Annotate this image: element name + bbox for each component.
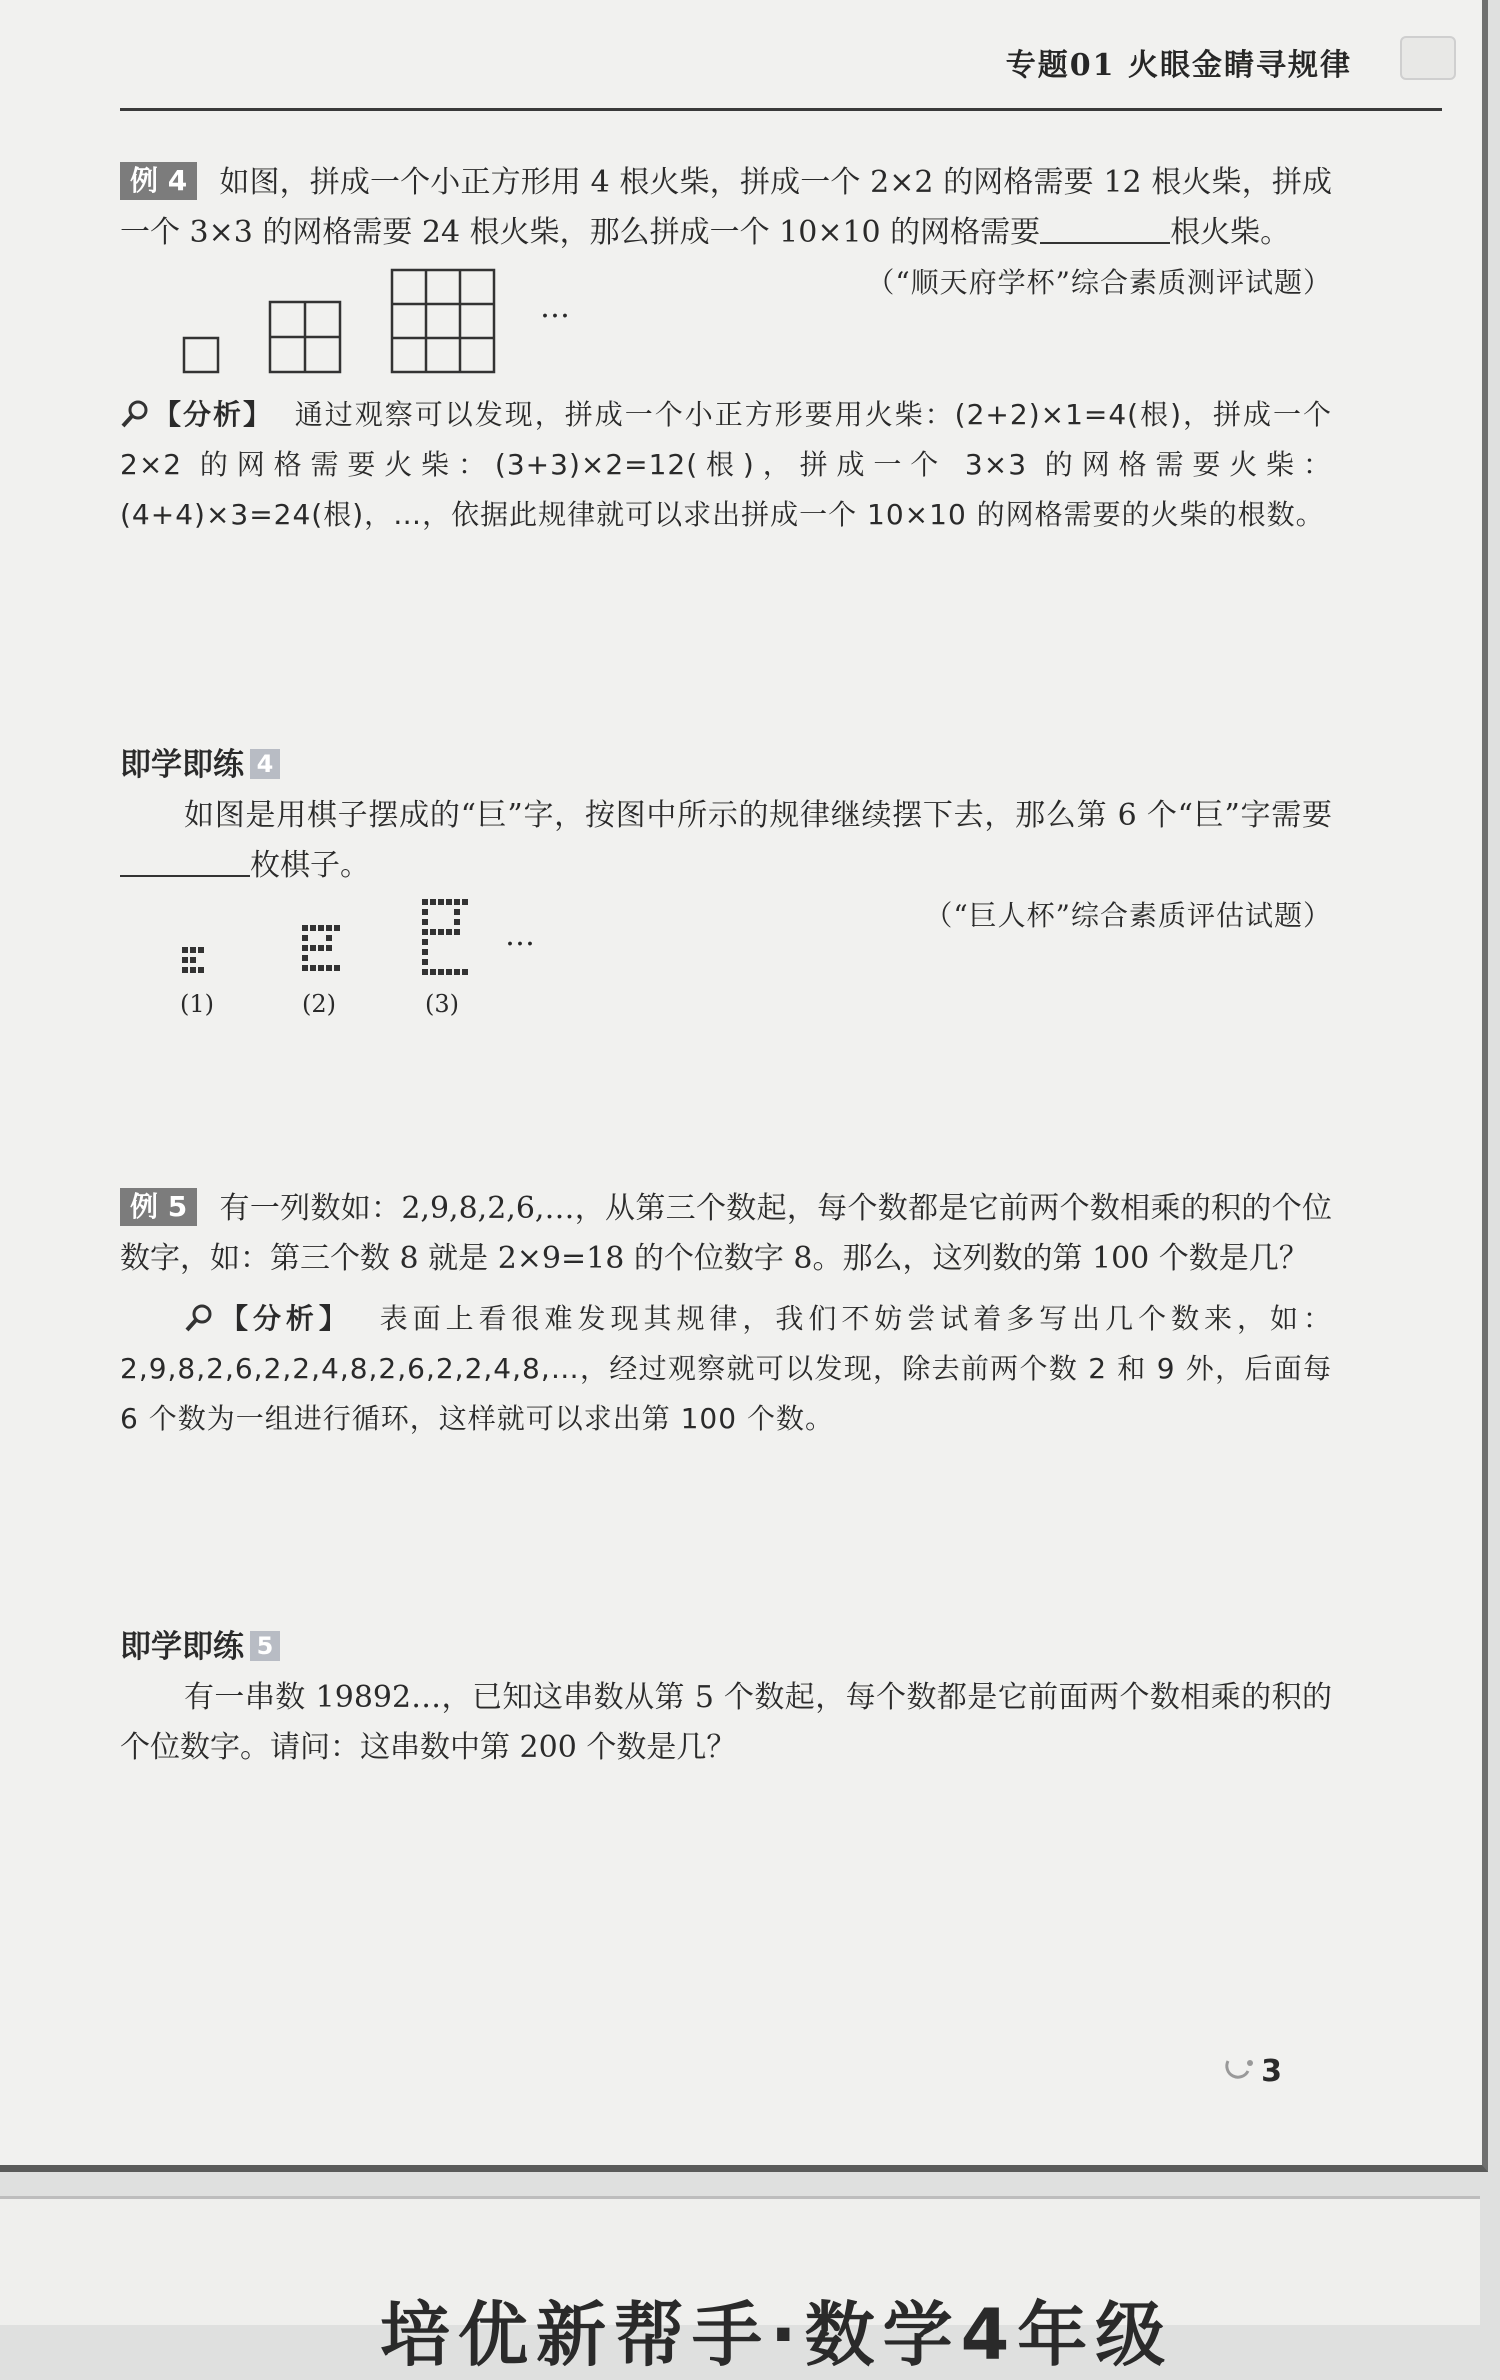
header-decoration <box>1400 36 1456 80</box>
grid-3x3 <box>392 270 494 372</box>
analysis-label: 【分析】 <box>152 398 273 431</box>
analysis-text: 通过观察可以发现，拼成一个小正方形要用火柴：(2+2)×1=4(根)，拼成一个 2×2 的网格需要火柴：(3+3)×2=12(根)，拼成一个 3×3 的网格需要火柴：(4+4)×3=24(根)，…，依据此规律就可以求出拼成一个 10×10 的网格需要的火柴的根数。 <box>120 398 1342 531</box>
matchstick-figure <box>180 262 580 382</box>
magnifier-icon <box>184 1303 214 1333</box>
figure-ellipsis: … <box>540 290 570 325</box>
chapter-header: 专题01 火眼金睛寻规律 <box>1005 48 1352 83</box>
figure-ellipsis: … <box>505 918 535 953</box>
practice-title: 即学即练 <box>120 1629 244 1665</box>
next-page-preview <box>0 2196 1480 2376</box>
practice-5 <box>120 1622 1332 1773</box>
magnifier-icon <box>120 399 150 429</box>
header-rule <box>120 108 1442 111</box>
figure-label-2: (2) <box>302 990 336 1018</box>
ju-figure-1 <box>182 947 204 973</box>
analysis-label: 【分析】 <box>216 1302 352 1335</box>
example-5-question <box>120 1184 1332 1284</box>
example-4-analysis <box>120 390 1342 540</box>
example-4-source: （“顺天府学杯”综合素质测评试题） <box>866 266 1332 299</box>
ju-figure-2 <box>302 925 340 971</box>
example-4-text: 如图，拼成一个小正方形用 4 根火柴，拼成一个 2×2 的网格需要 12 根火柴，拼成一个 3×3 的网格需要 24 根火柴，那么拼成一个 10×10 的网格需要 <box>120 165 1332 250</box>
practice-title: 即学即练 <box>120 747 244 783</box>
example-5-analysis <box>120 1294 1342 1444</box>
figure-label-3: (3) <box>425 990 459 1018</box>
grid-1x1 <box>184 338 218 372</box>
practice-number: 5 <box>250 1631 280 1661</box>
practice-4-source: （“巨人杯”综合素质评估试题） <box>924 899 1332 932</box>
practice-5-question: 有一串数 19892…，已知这串数从第 5 个数起，每个数都是它前面两个数相乘的积的个位数字。请问：这串数中第 200 个数是几？ <box>120 1680 1332 1765</box>
practice-4-question: 如图是用棋子摆成的“巨”字，按图中所示的规律继续摆下去，那么第 6 个“巨”字需要枚棋子。 <box>120 791 1332 891</box>
page-number: 3 <box>1222 2054 1282 2089</box>
practice-number: 4 <box>250 749 280 779</box>
example-5-text: 有一列数如：2,9,8,2,6,…，从第三个数起，每个数都是它前两个数相乘的积的个位数字，如：第三个数 8 就是 2×9=18 的个位数字 8。那么，这列数的第 100 个数是几？ <box>120 1191 1332 1276</box>
ju-figure-3 <box>422 899 468 975</box>
next-page-title: 培优新帮手·数学4年级 <box>380 2294 1174 2376</box>
page-number-decoration <box>1222 2057 1256 2083</box>
example-4-text-after: 根火柴。 <box>1170 215 1291 250</box>
answer-blank[interactable] <box>1040 212 1170 244</box>
analysis-text: 表面上看很难发现其规律，我们不妨尝试着多写出几个数来，如：2,9,8,2,6,2,2,4,8,2,6,2,2,4,8,…，经过观察就可以发现，除去前两个数 2 和 9 外，后面每 6 个数为一组进行循环，这样就可以求出第 100 个数。 <box>120 1302 1342 1435</box>
example-5 <box>120 1184 1332 1284</box>
answer-blank[interactable] <box>120 845 250 877</box>
example-5-badge: 例 5 <box>120 1188 197 1226</box>
chess-piece-figure <box>180 895 540 995</box>
grid-2x2 <box>270 302 340 372</box>
figure-label-1: (1) <box>180 990 214 1018</box>
example-4-badge: 例 4 <box>120 162 197 200</box>
example-4-question <box>120 158 1332 258</box>
